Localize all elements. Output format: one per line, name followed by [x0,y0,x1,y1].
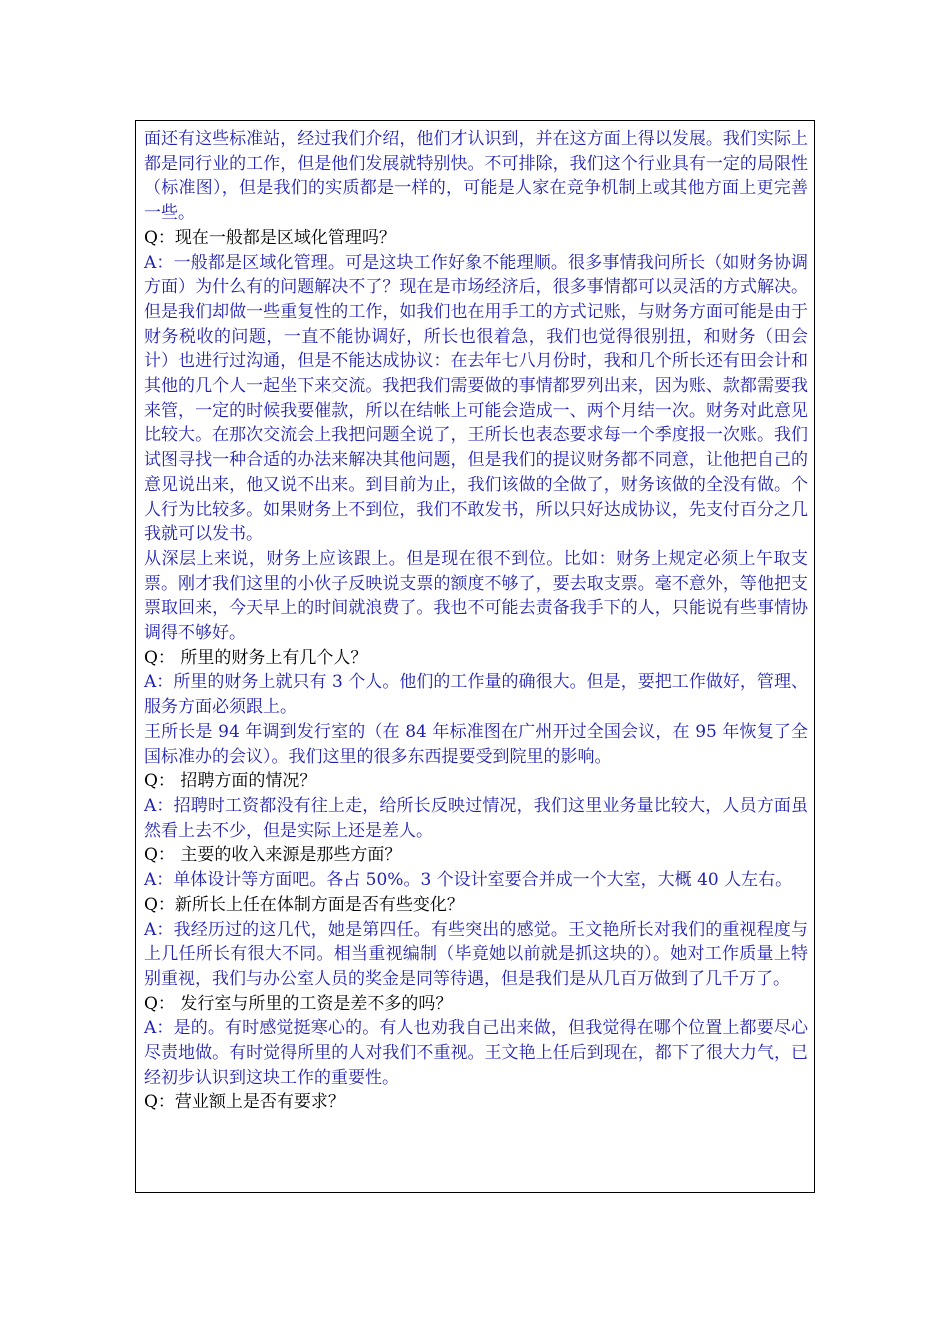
question-paragraph: Q： 招聘方面的情况？ [144,771,317,792]
question-paragraph: Q： 所里的财务上有几个人？ [144,647,368,668]
answer-paragraph: 面还有这些标准站，经过我们介绍，他们才认识到，并在这方面上得以发展。我们实际上都是同行业的工作，但是他们发展就特别快。不可排除，我们这个行业具有一定的局限性（标准图），但是我们的实质都是一样的，可能是人家在竞争机制上或其他方面上更完善一些。 [144,129,808,224]
answer-paragraph: A：招聘时工资都没有往上走，给所长反映过情况，我们这里业务量比较大，人员方面虽然看上去不少，但是实际上还是差人。 [144,795,808,841]
answer-paragraph: 王所长是 94 年调到发行室的（在 84 年标准图在广州开过全国会议，在 95 年恢复了全国标准办的会议）。我们这里的很多东西提要受到院里的影响。 [144,721,808,767]
interview-transcript [144,127,808,1115]
answer-paragraph: A：我经历过的这几代，她是第四任。有些突出的感觉。王文艳所长对我们的重视程度与上几任所长有很大不同。相当重视编制（毕竟她以前就是抓这块的）。她对工作质量上特别重视，我们与办公室人员的奖金是同等待遇，但是我们是从几百万做到了几千万了。 [144,919,808,989]
interview-table-cell [135,120,815,1193]
question-paragraph: Q：营业额上是否有要求？ [144,1092,345,1113]
question-paragraph: Q： 主要的收入来源是那些方面？ [144,845,402,866]
answer-paragraph: A：是的。有时感觉挺寒心的。有人也劝我自己出来做，但我觉得在哪个位置上都要尽心尽责地做。有时觉得所里的人对我们不重视。王文艳上任后到现在，都下了很大力气，已经初步认识到这块工作的重要性。 [144,1018,808,1088]
answer-paragraph: A：一般都是区域化管理。可是这块工作好象不能理顺。很多事情我问所长（如财务协调方面）为什么有的问题解决不了？现在是市场经济后，很多事情都可以灵活的方式解决。但是我们却做一些重复性的工作，如我们也在用手工的方式记账，与财务方面可能是由于财务税收的问题，一直不能协调好，所长也很着急，我们也觉得很别扭，和财务（田会计）也进行过沟通，但是不能达成协议：在去年七八月份时，我和几个所长还有田会计和其他的几个人一起坐下来交流。我把我们需要做的事情都罗列出来，因为账、款都需要我来管，一定的时候我要催款，所以在结帐上可能会造成一、两个月结一次。财务对此意见比较大。在那次交流会上我把问题全说了，王所长也表态要求每一个季度报一次账。我们试图寻找一种合适的办法来解决其他问题，但是我们的提议财务都不同意，让他把自己的意见说出来，他又说不出来。到目前为止，我们该做的全做了，财务该做的全没有做。个人行为比较多。如果财务上不到位，我们不敢发书，所以只好达成协议，先支付百分之几我就可以发书。 [144,252,808,545]
answer-paragraph: 从深层上来说，财务上应该跟上。但是现在很不到位。比如：财务上规定必须上午取支票。刚才我们这里的小伙子反映说支票的额度不够了，要去取支票。毫不意外，等他把支票取回来，今天早上的时间就浪费了。我也不可能去责备我手下的人，只能说有些事情协调得不够好。 [144,548,808,644]
answer-paragraph: A：所里的财务上就只有 3 个人。他们的工作量的确很大。但是，要把工作做好，管理、服务方面必须跟上。 [144,672,808,718]
question-paragraph: Q：现在一般都是区域化管理吗？ [144,227,396,248]
answer-paragraph: A：单体设计等方面吧。各占 50%。3 个设计室要合并成一个大室，大概 40 人左右。 [144,870,793,891]
question-paragraph: Q： 发行室与所里的工资是差不多的吗？ [144,993,453,1014]
question-paragraph: Q：新所长上任在体制方面是否有些变化？ [144,894,464,915]
